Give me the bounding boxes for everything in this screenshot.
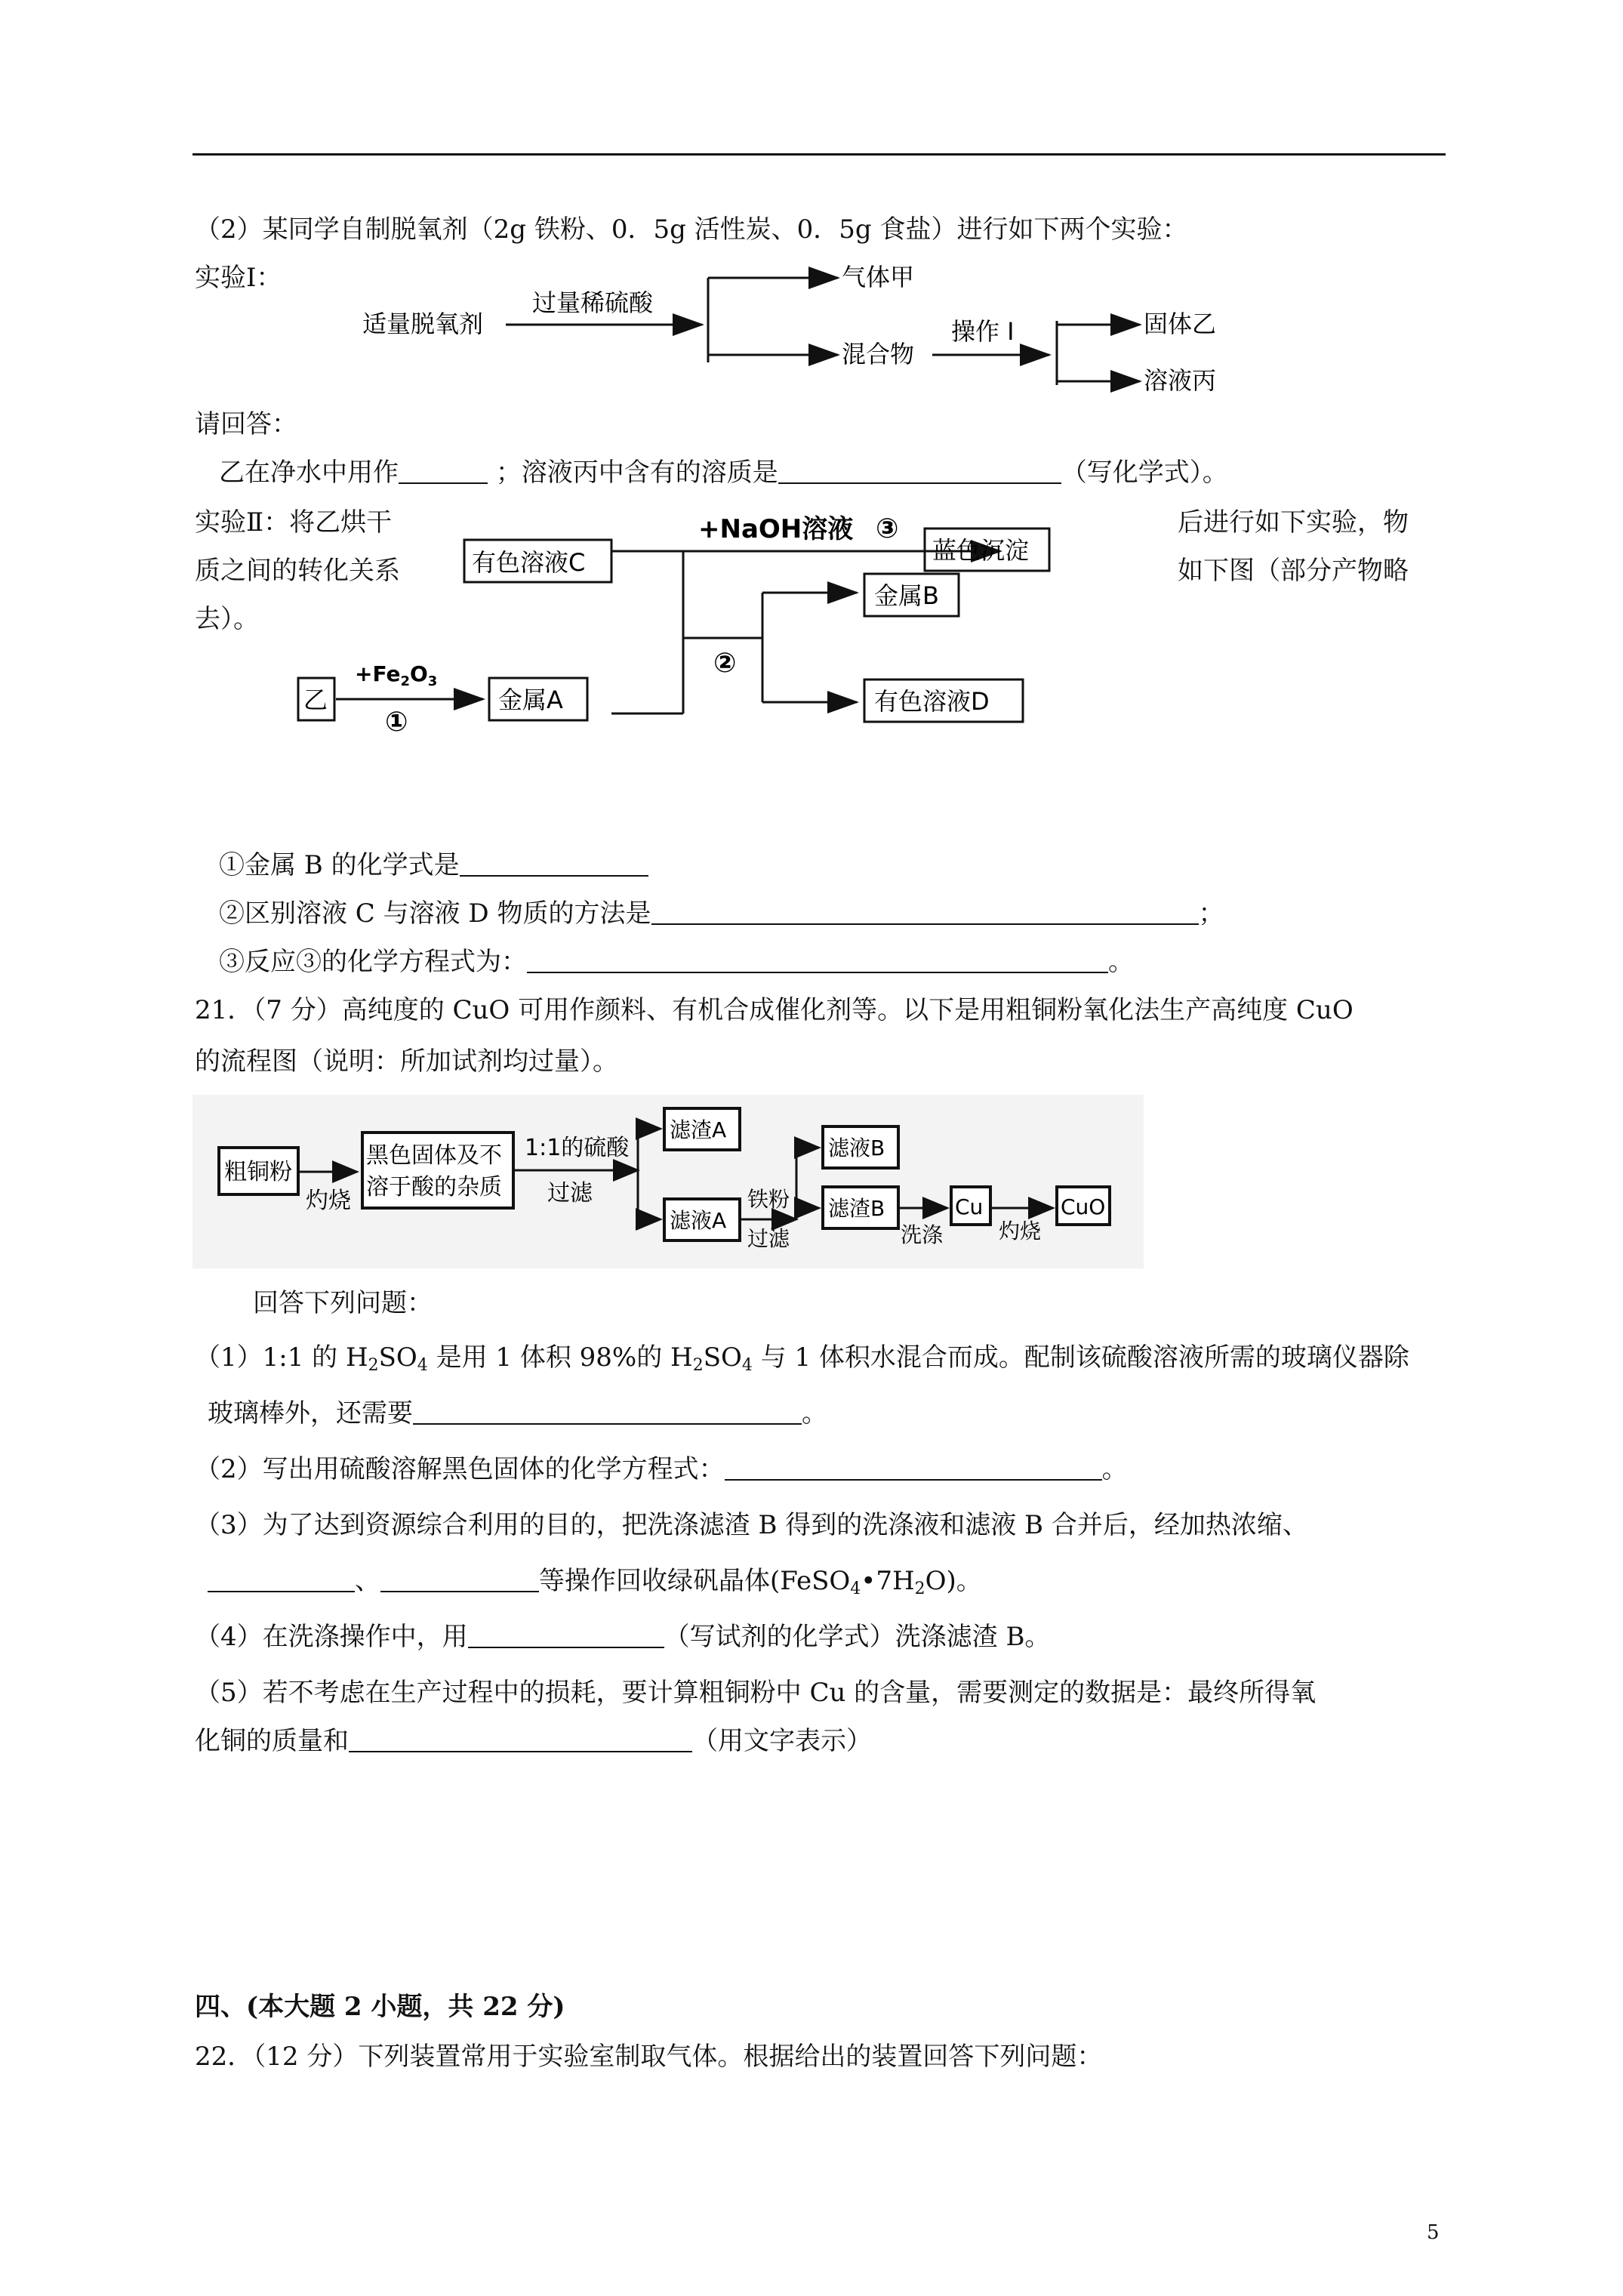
sub2-end: ； <box>1198 898 1224 929</box>
wash-label: 洗涤 <box>901 1222 944 1247</box>
p1-sub4: 4 <box>741 1356 753 1375</box>
deoxidizer-label: 适量脱氧剂 <box>362 310 484 338</box>
p1-c: 是用 1 体积 98%的 H <box>427 1342 693 1373</box>
p3-sub1: 4 <box>850 1579 861 1598</box>
p2-b: 。 <box>1101 1454 1128 1484</box>
p3-sub2: 2 <box>914 1579 925 1598</box>
burn-2-label: 灼烧 <box>999 1219 1042 1244</box>
header-rule <box>192 153 1446 156</box>
q22-intro: 22．（12 分）下列装置常用于实验室制取气体。根据给出的装置回答下列问题： <box>195 2042 1103 2072</box>
gas-jia-label: 气体甲 <box>842 263 915 291</box>
experiment-2-flow-diagram <box>294 498 1079 747</box>
p1-sub2: 4 <box>417 1356 428 1375</box>
residue-b-label: 滤渣B <box>828 1196 885 1221</box>
dilute-sulfuric-acid-label: 过量稀硫酸 <box>532 288 654 317</box>
q21-part5-line2 <box>195 1724 872 1758</box>
p1-b: SO <box>378 1342 417 1373</box>
filter-1-label: 过滤 <box>547 1180 593 1207</box>
sub-question-2 <box>219 897 1224 930</box>
cuo-label: CuO <box>1061 1194 1106 1219</box>
please-answer: 请回答： <box>195 409 297 439</box>
sub1-text: ①金属 B 的化学式是 <box>219 850 460 880</box>
p3-b: 等操作回收绿矾晶体(FeSO <box>539 1566 851 1596</box>
filtrate-b-label: 滤液B <box>828 1136 885 1160</box>
blue-precipitate-label: 蓝色沉淀 <box>932 536 1030 565</box>
experiment-1-flow-diagram <box>355 249 1261 408</box>
answer-blank-distinguish[interactable] <box>651 898 1199 925</box>
filtrate-a-label: 滤液A <box>670 1208 727 1233</box>
cuo-production-flowchart <box>192 1095 1144 1268</box>
p1-sub1: 2 <box>368 1356 379 1375</box>
answer-blank-reagent[interactable] <box>468 1621 664 1648</box>
answer-blank-equation[interactable] <box>725 1453 1102 1481</box>
answer-blank-solute[interactable] <box>778 457 1061 484</box>
q20-part2-intro: （2）某同学自制脱氧剂（2g 铁粉、0．5g 活性炭、0．5g 食盐）进行如下两个实验： <box>195 214 1188 245</box>
sub2-text: ②区别溶液 C 与溶液 D 物质的方法是 <box>219 898 651 929</box>
p4-b: （写试剂的化学式）洗涤滤渣 B。 <box>664 1622 1051 1652</box>
p1-line2-b: 。 <box>802 1398 827 1428</box>
q21-part1-line1 <box>195 1341 1409 1382</box>
p3-c: •7H <box>861 1566 915 1596</box>
q21-part5-line1: （5）若不考虑在生产过程中的损耗，要计算粗铜粉中 Cu 的含量，需要测定的数据是：最终所得氧 <box>195 1678 1317 1708</box>
step-3-label: ③ <box>876 513 899 544</box>
mixture-label: 混合物 <box>842 340 915 368</box>
q21-part2 <box>195 1453 1128 1486</box>
solution-bing-label: 溶液丙 <box>1144 366 1217 395</box>
naoh-reagent-label: +NaOH溶液 <box>698 514 854 544</box>
answer-blank-data[interactable] <box>349 1725 692 1752</box>
q21-part1-line2 <box>208 1397 827 1430</box>
answer-prompt: 回答下列问题： <box>253 1288 433 1318</box>
answer-blank-purification[interactable] <box>399 457 488 484</box>
answer-blank-operation-2[interactable] <box>380 1565 539 1592</box>
step-2-label: ② <box>713 648 737 679</box>
step-1-label: ① <box>385 707 408 738</box>
q-purification-text: 乙在净水中用作 <box>219 458 399 488</box>
answer-blank-equation-3[interactable] <box>527 946 1108 973</box>
p1-line2-a: 玻璃棒外，还需要 <box>208 1398 413 1428</box>
q21-intro-line2: 的流程图（说明：所加试剂均过量）。 <box>195 1046 618 1077</box>
operation-i-label: 操作 I <box>951 317 1015 346</box>
q21-part4 <box>195 1620 1050 1653</box>
sub3-end: 。 <box>1108 947 1134 977</box>
solution-d-label: 有色溶液D <box>874 687 990 716</box>
fe2o3-reagent-label: $+Fe_2O_3$ <box>355 661 438 689</box>
q20-question-line <box>219 456 1228 489</box>
p1-a: （1）1:1 的 H <box>195 1342 368 1373</box>
p3-sep: 、 <box>355 1566 380 1596</box>
burn-1-label: 灼烧 <box>306 1188 351 1214</box>
sub-question-1 <box>219 849 648 882</box>
answer-blank-operation-1[interactable] <box>208 1565 355 1592</box>
sub-question-3 <box>219 945 1134 978</box>
exp2-left-line1: 实验Ⅱ：将乙烘干 <box>195 507 393 538</box>
q21-part3-line2 <box>208 1564 982 1606</box>
p1-d: SO <box>703 1342 742 1373</box>
q21-part3-line1: （3）为了达到资源综合利用的目的，把洗涤滤渣 B 得到的洗涤液和滤液 B 合并后，经加热浓缩、 <box>195 1510 1308 1540</box>
p1-sub3: 2 <box>692 1356 704 1375</box>
sulfuric-acid-label: 1:1的硫酸 <box>525 1135 630 1161</box>
page-number: 5 <box>1427 2221 1440 2244</box>
p5-line2-a: 化铜的质量和 <box>195 1726 349 1756</box>
crude-copper-label: 粗铜粉 <box>224 1159 292 1185</box>
p5-line2-b: （用文字表示） <box>692 1726 872 1756</box>
cu-label: Cu <box>955 1194 984 1219</box>
answer-blank-glassware[interactable] <box>413 1398 802 1425</box>
residue-a-label: 滤渣A <box>670 1117 727 1142</box>
iron-powder-label: 铁粉 <box>747 1187 790 1212</box>
black-solid-line1: 黑色固体及不 <box>366 1142 502 1169</box>
solution-c-label: 有色溶液C <box>472 548 586 577</box>
section-4-heading: 四、(本大题 2 小题，共 22 分) <box>195 1992 565 2022</box>
exp2-right-line1: 后进行如下实验，物 <box>1178 507 1409 538</box>
yi-label: 乙 <box>303 686 328 714</box>
answer-blank-metal-b[interactable] <box>460 849 648 877</box>
exp2-left-line2: 质之间的转化关系 <box>195 556 400 586</box>
p2-a: （2）写出用硫酸溶解黑色固体的化学方程式： <box>195 1454 725 1484</box>
exp2-left-line3: 去）。 <box>195 604 259 634</box>
exp1-label: 实验Ⅰ： <box>195 263 282 293</box>
exp2-right-line2: 如下图（部分产物略 <box>1178 556 1409 586</box>
filter-2-label: 过滤 <box>747 1226 790 1251</box>
sub3-text: ③反应③的化学方程式为： <box>219 947 527 977</box>
black-solid-line2: 溶于酸的杂质 <box>366 1174 502 1200</box>
q-solute-text: ；溶液丙中含有的溶质是 <box>495 458 778 488</box>
metal-a-label: 金属A <box>498 686 563 714</box>
p3-d: O)。 <box>925 1566 982 1596</box>
solid-yi-label: 固体乙 <box>1144 310 1217 338</box>
q-formula-note: （写化学式）。 <box>1061 458 1228 488</box>
p1-e: 与 1 体积水混合而成。配制该硫酸溶液所需的玻璃仪器除 <box>752 1342 1409 1373</box>
q21-intro-line1: 21．（7 分）高纯度的 CuO 可用作颜料、有机合成催化剂等。以下是用粗铜粉氧化法生产高纯度 CuO <box>195 995 1354 1025</box>
p4-a: （4）在洗涤操作中，用 <box>195 1622 468 1652</box>
metal-b-label: 金属B <box>874 581 939 610</box>
